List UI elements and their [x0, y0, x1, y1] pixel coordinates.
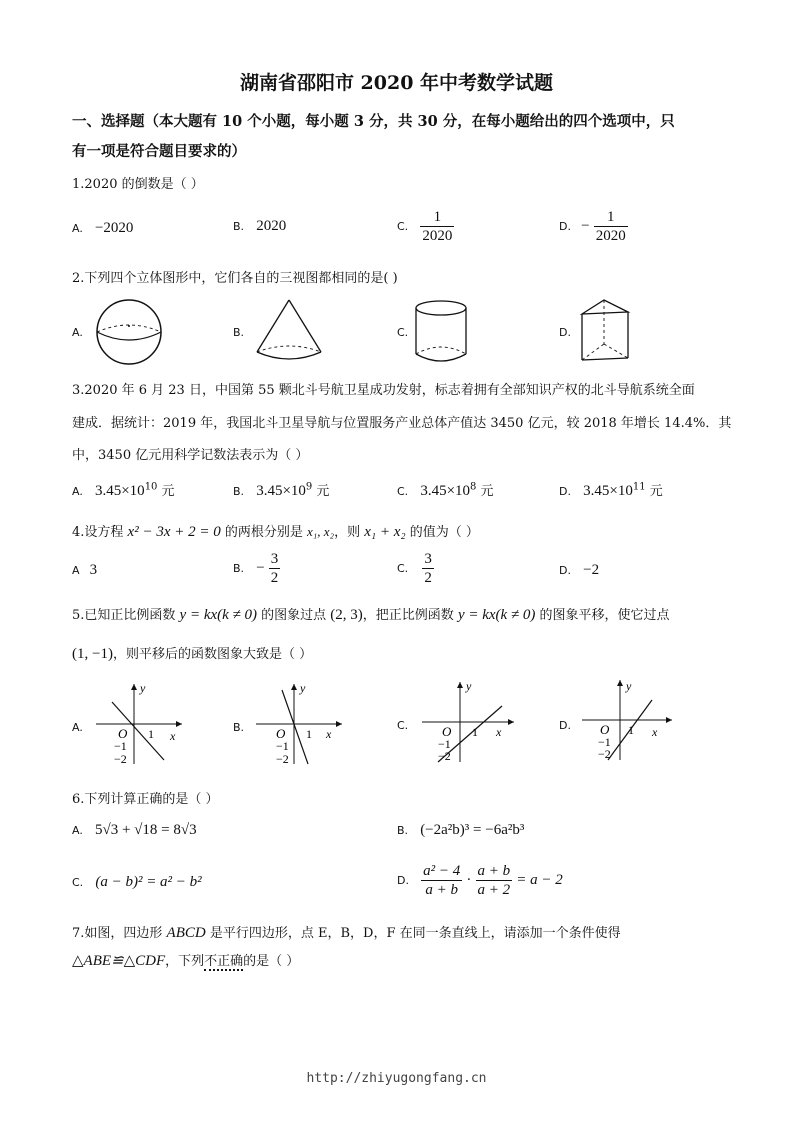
section-heading-line1: 一、选择题（本大题有 10 个小题，每小题 3 分，共 30 分，在每小题给出的四个选项中，只 [72, 113, 675, 130]
denominator: 2020 [595, 228, 626, 244]
page-title: 湖南省邵阳市 2020 年中考数学试题 [239, 72, 554, 94]
tick-minus-one: −1 [438, 737, 451, 751]
fraction [594, 208, 628, 245]
fraction [420, 208, 454, 245]
option-base: 3.45×10 [420, 483, 471, 499]
q7-line2a: ，下列 [165, 954, 205, 969]
axis-x-label: x [496, 725, 502, 739]
q3-option-b[interactable] [233, 480, 329, 500]
option-text: (−2a²b)³ = −6a²b³ [420, 822, 525, 838]
option-unit: 元 [645, 484, 663, 499]
q7-emphasis: 不正确 [204, 954, 244, 969]
option-label: B. [233, 562, 245, 575]
section-heading-line2: 有一项是符合题目要求的） [72, 143, 246, 160]
fraction [269, 550, 281, 587]
denominator: a + b [425, 882, 458, 898]
denominator: 2020 [422, 228, 453, 244]
option-exponent: 9 [305, 481, 313, 493]
cylinder-icon [412, 298, 472, 368]
q7-line1a: 7.如图，四边形 [72, 926, 167, 941]
option-label: A. [72, 222, 83, 235]
fraction-1 [421, 862, 462, 899]
origin-label: O [442, 724, 452, 739]
q6-option-c[interactable] [72, 874, 202, 891]
origin-label: O [118, 726, 128, 741]
numerator: 3 [270, 551, 279, 567]
q3-option-a[interactable] [72, 480, 175, 500]
q1-option-a[interactable] [72, 220, 133, 237]
option-label: D. [559, 220, 571, 233]
graph-d [578, 676, 678, 764]
origin-label: O [276, 726, 286, 741]
minus-sign: − [581, 218, 590, 234]
q5-pre: 5.已知正比例函数 [72, 608, 180, 623]
q4-mid2: ，则 [334, 525, 365, 540]
graph-c [418, 678, 518, 766]
option-label: C. [397, 562, 409, 575]
q7-line2b: 的是（ ） [243, 954, 300, 969]
q7-abcd: ABCD [166, 925, 206, 941]
q7-line1b: 是平行四边形，点 E，B，D，F 在同一条直线上，请添加一个条件使得 [205, 926, 621, 941]
q2-option-d-label[interactable]: D. [559, 326, 571, 339]
option-text: 2020 [256, 218, 287, 234]
option-label: D. [397, 874, 409, 887]
q4-option-c[interactable] [397, 550, 434, 587]
q4-roots: x₁, x₂ [307, 524, 335, 539]
q2-option-c-label[interactable]: C. [397, 326, 409, 339]
q1-stem: 1.2020 的倒数是（ ） [72, 177, 204, 192]
q2-stem: 2.下列四个立体图形中，它们各自的三视图都相同的是( ) [72, 271, 398, 286]
numerator: a² − 4 [423, 863, 461, 879]
q5-func: y = kx(k ≠ 0) [179, 607, 258, 623]
q5-mid: 的图象过点 [257, 608, 331, 623]
tick-one: 1 [472, 725, 478, 739]
fraction [422, 550, 434, 587]
tick-minus-two: −2 [114, 752, 127, 766]
minus-sign: − [256, 560, 265, 576]
option-exponent: 8 [470, 481, 477, 493]
tick-one: 1 [148, 727, 154, 741]
tick-minus-two: −2 [598, 747, 611, 761]
q5-point2: (1, −1) [72, 646, 113, 662]
q4-option-b[interactable] [233, 550, 280, 587]
tick-one: 1 [628, 723, 634, 737]
q5-stem-line2 [72, 643, 312, 663]
dot-operator: · [466, 872, 472, 888]
denominator: 2 [270, 570, 279, 586]
option-base: 3.45×10 [583, 483, 633, 499]
denominator: 2 [424, 570, 432, 586]
axis-y-label: y [466, 679, 472, 693]
q1-option-b[interactable] [233, 218, 286, 235]
q1-option-c[interactable] [397, 208, 454, 245]
tick-one: 1 [306, 727, 312, 741]
q5-option-c-label[interactable]: C. [397, 719, 409, 732]
option-unit: 元 [157, 484, 175, 499]
q5-point: (2, 3) [330, 607, 363, 623]
axis-x-label: x [170, 729, 176, 743]
q5-func-again: y = kx(k ≠ 0) [457, 607, 536, 623]
option-exponent: 10 [144, 481, 158, 493]
origin-label: O [600, 722, 610, 737]
option-label: C. [397, 485, 409, 498]
tick-minus-one: −1 [276, 739, 289, 753]
numerator: 3 [424, 551, 432, 567]
tick-minus-two: −2 [276, 752, 289, 766]
option-text: 3 [89, 562, 98, 578]
q3-line3: 中，3450 亿元用科学记数法表示为（ ） [72, 448, 309, 463]
option-label: C. [72, 876, 84, 889]
q6-option-b[interactable] [397, 822, 524, 839]
axis-x-label: x [326, 727, 332, 741]
option-exponent: 11 [632, 481, 646, 493]
q3-option-d[interactable] [559, 480, 663, 500]
q4-option-d[interactable] [559, 562, 599, 579]
option-unit: 元 [312, 484, 330, 499]
q4-equation: x² − 3x + 2 = 0 [127, 524, 221, 540]
option-base: 3.45×10 [94, 483, 145, 499]
option-label: A [72, 564, 80, 577]
triangular-prism-icon [578, 296, 642, 368]
numerator: 1 [594, 208, 628, 227]
rhs: = a − 2 [516, 872, 563, 888]
option-text: −2020 [94, 220, 134, 236]
option-label: B. [233, 485, 245, 498]
q4-pre: 4.设方程 [72, 525, 128, 540]
option-unit: 元 [476, 484, 494, 499]
q7-line1 [72, 922, 621, 942]
option-label: A. [72, 485, 83, 498]
graph-a [92, 680, 187, 768]
q5-option-b-label[interactable]: B. [233, 721, 245, 734]
option-text: 5√3 + √18 = 8√3 [94, 822, 197, 838]
q5-option-d-label[interactable]: D. [559, 719, 571, 732]
q1-option-d[interactable] [559, 208, 628, 245]
q6-stem: 6.下列计算正确的是（ ） [72, 792, 219, 807]
cone-icon [252, 296, 328, 364]
option-label: C. [397, 220, 409, 233]
option-label: B. [233, 220, 245, 233]
axis-y-label: y [300, 681, 306, 695]
option-label: D. [559, 564, 571, 577]
option-text: (a − b)² = a² − b² [95, 874, 202, 890]
sphere-icon [92, 296, 172, 368]
axis-y-label: y [140, 681, 146, 695]
q3-option-c[interactable] [397, 480, 494, 500]
option-label: B. [397, 824, 409, 837]
footer-url[interactable]: http://zhiyugongfang.cn [306, 1071, 487, 1086]
q4-stem [72, 521, 479, 541]
q7-line2 [72, 950, 299, 970]
q5-post: ，则平移后的函数图象大致是（ ） [112, 647, 313, 662]
denominator: a + 2 [477, 882, 511, 898]
tick-minus-one: −1 [114, 739, 127, 753]
q5-mid2: ，把正比例函数 [362, 608, 458, 623]
q5-option-a-label[interactable]: A. [72, 721, 83, 734]
numerator: a + b [477, 863, 511, 879]
tick-minus-one: −1 [598, 735, 611, 749]
graph-b [252, 680, 347, 768]
q2-option-b-label[interactable]: B. [233, 326, 245, 339]
q6-option-d[interactable] [397, 862, 563, 899]
option-text: −2 [583, 562, 600, 578]
option-label: D. [559, 485, 571, 498]
q3-line2: 建成．据统计：2019 年，我国北斗卫星导航与位置服务产业总体产值达 3450 亿元，较 2018 年增长 14.4%．其 [72, 416, 732, 431]
q3-line1: 3.2020 年 6 月 23 日，中国第 55 颗北斗号航卫星成功发射，标志着拥有全部知识产权的北斗导航系统全面 [72, 383, 695, 398]
tick-minus-two: −2 [438, 749, 451, 763]
q4-post: 的值为（ ） [405, 525, 479, 540]
option-base: 3.45×10 [256, 483, 306, 499]
q4-option-a[interactable] [72, 562, 97, 579]
fraction-2 [476, 862, 513, 899]
q4-mid: 的两根分别是 [220, 525, 307, 540]
q2-option-a-label[interactable]: A. [72, 326, 83, 339]
q5-stem-line1 [72, 604, 670, 624]
q7-congruence: △ABE≌△CDF [72, 953, 166, 969]
numerator: 1 [420, 208, 454, 227]
q5-mid3: 的图象平移，使它过点 [535, 608, 670, 623]
axis-x-label: x [652, 725, 658, 739]
q6-option-a[interactable] [72, 822, 197, 839]
axis-y-label: y [626, 679, 632, 693]
q4-expr: x₁ + x₂ [364, 524, 406, 540]
option-label: A. [72, 824, 83, 837]
